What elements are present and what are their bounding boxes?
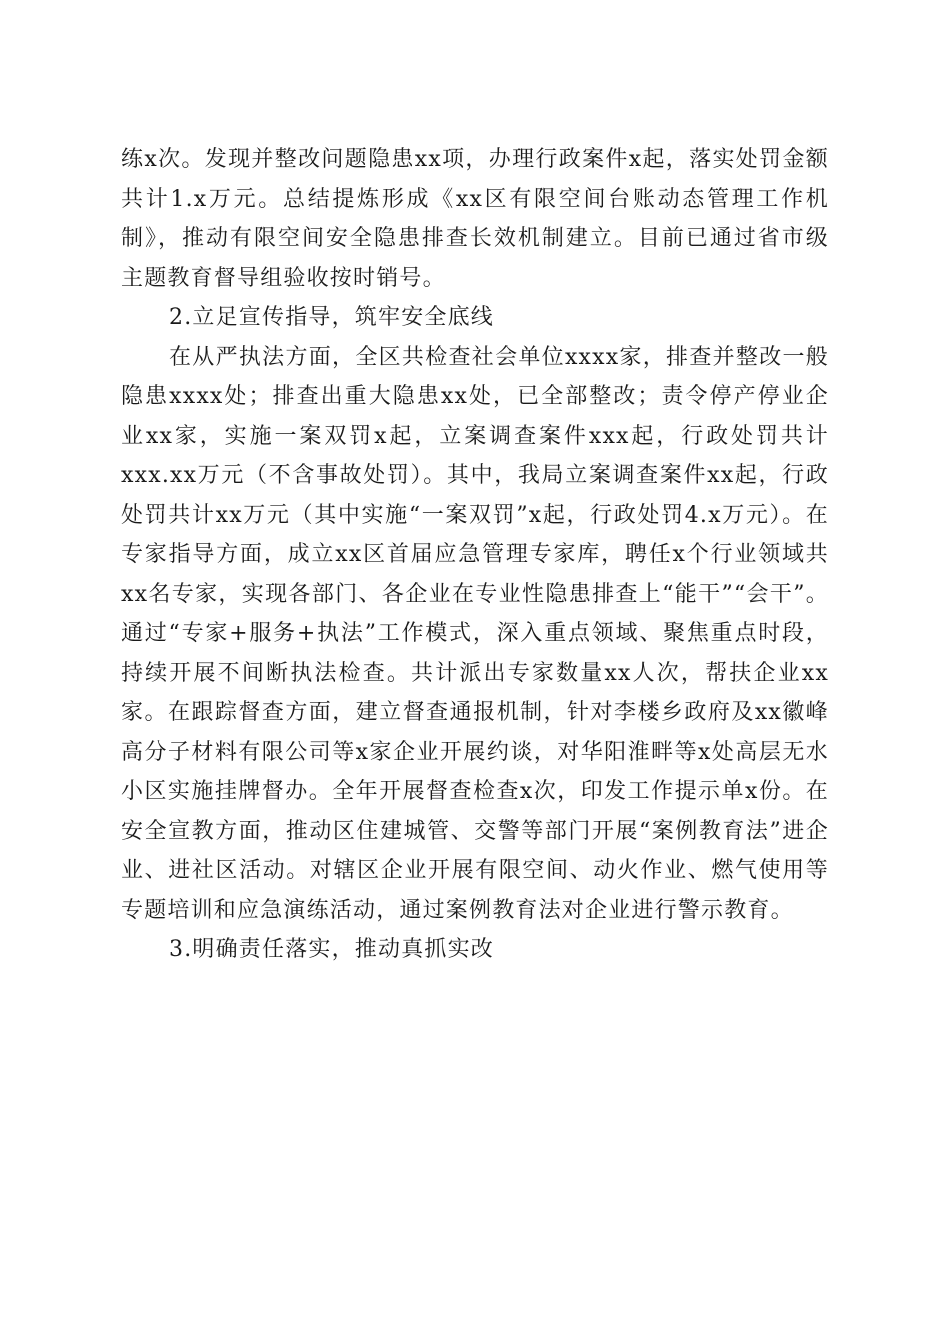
- paragraph-continuation: 练x次。发现并整改问题隐患xx项，办理行政案件x起，落实处罚金额共计1.x万元。总结提炼形成《xx区有限空间台账动态管理工作机制》，推动有限空间安全隐患排查长效机制建立。目前已通过省市级主题教育督导组验收按时销号。: [121, 147, 829, 291]
- section-heading-2: 2.立足宣传指导，筑牢安全底线: [169, 305, 494, 330]
- paragraph-enforcement: 在从严执法方面，全区共检查社会单位xxxx家，排查并整改一般隐患xxxx处；排查出重大隐患xx处，已全部整改；责令停产停业企业xx家，实施一案双罚x起，立案调查案件xxx起，行政处罚共计xxx.xx万元（不含事故处罚）。其中，我局立案调查案件xx起，行政处罚共计xx万元（其中实施“一案双罚”x起，行政处罚4.x万元）。在专家指导方面，成立xx区首届应急管理专家库，聘任x个行业领域共xx名专家，实现各部门、各企业在专业性隐患排查上“能干”“会干”。通过“专家+服务+执法”工作模式，深入重点领域、聚焦重点时段，持续开展不间断执法检查。共计派出专家数量xx人次，帮扶企业xx家。在跟踪督查方面，建立督查通报机制，针对李楼乡政府及xx徽峰高分子材料有限公司等x家企业开展约谈，对华阳淮畔等x处高层无水小区实施挂牌督办。全年开展督查检查x次，印发工作提示单x份。在安全宣教方面，推动区住建城管、交警等部门开展“案例教育法”进企业、进社区活动。对辖区企业开展有限空间、动火作业、燃气使用等专题培训和应急演练活动，通过案例教育法对企业进行警示教育。: [121, 344, 829, 923]
- document-body: [121, 140, 829, 970]
- section-heading-3: 3.明确责任落实，推动真抓实改: [169, 937, 494, 962]
